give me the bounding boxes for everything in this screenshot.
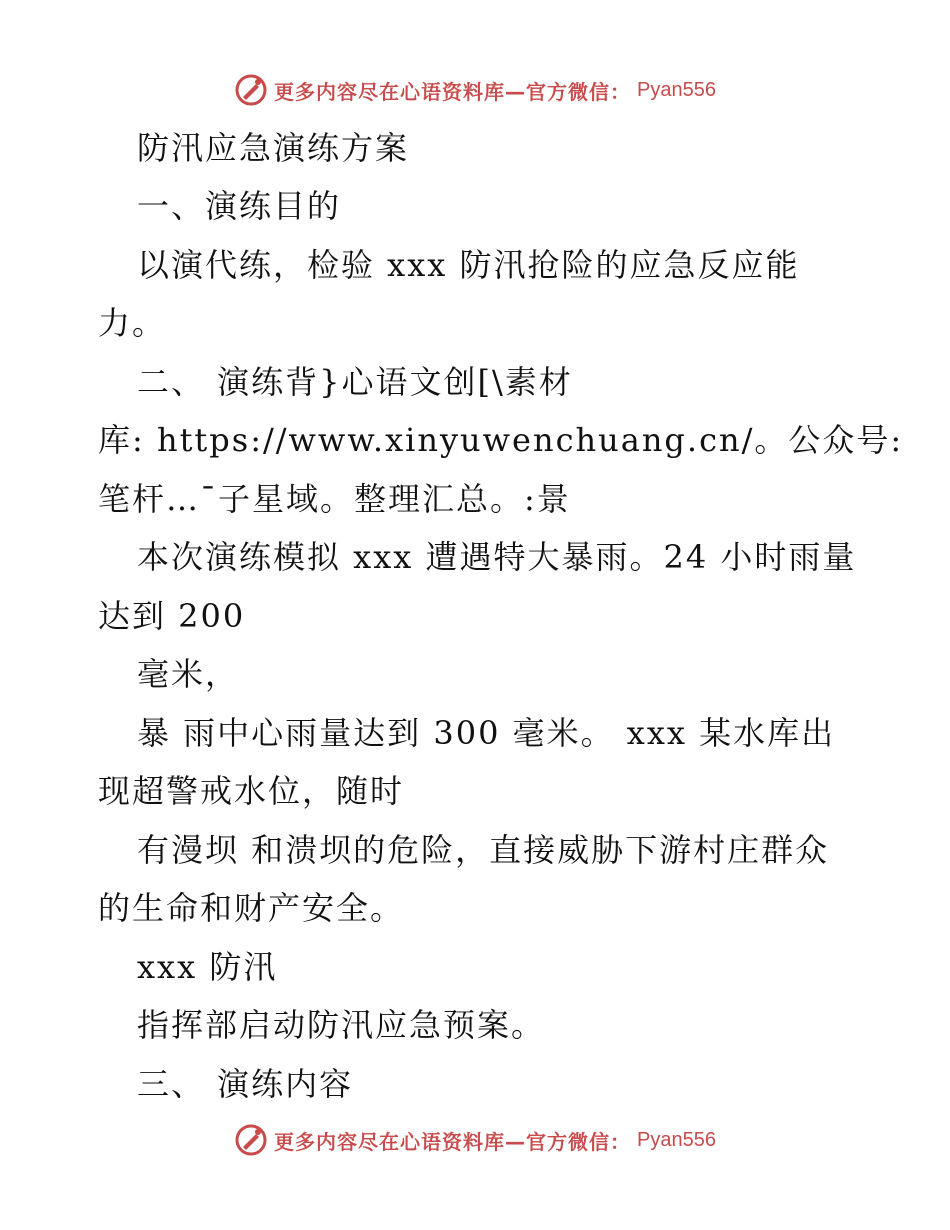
section-heading-3: 三、 演练内容 (137, 1065, 354, 1103)
watermark-text: 更多内容尽在心语资料库—官方微信： (274, 1129, 632, 1154)
brush-logo-icon (234, 73, 268, 107)
paragraph-line: 达到 200 (98, 597, 246, 635)
paragraph-line: 指挥部启动防汛应急预案。 (137, 1006, 546, 1044)
paragraph-line: 笔杆…¯子星域。整理汇总。:景 (98, 480, 571, 518)
document-title: 防汛应急演练方案 (137, 129, 410, 167)
paragraph-line: 现超警戒水位，随时 (98, 772, 405, 810)
footer-watermark (0, 1120, 950, 1160)
watermark-wechat-id: Pyan556 (637, 1128, 716, 1151)
paragraph-line: 毫米， (137, 655, 240, 693)
header-watermark (0, 70, 950, 110)
watermark-wechat-id: Pyan556 (637, 78, 716, 101)
paragraph-line: 的生命和财产安全。 (98, 889, 405, 927)
paragraph-line: 有漫坝 和溃坝的危险，直接威胁下游村庄群众 (137, 831, 830, 869)
paragraph-line: xxx 防汛 (137, 948, 278, 986)
paragraph-line: 暴 雨中心雨量达到 300 毫米。 xxx 某水库出 (137, 714, 836, 752)
watermark-text: 更多内容尽在心语资料库—官方微信： (274, 79, 632, 104)
paragraph-line: 库: https://www.xinyuwenchuang.cn/。公众号: (98, 421, 904, 459)
section-heading-1: 一、演练目的 (137, 187, 342, 225)
section-heading-2: 二、 演练背}心语文创[\素材 (137, 363, 573, 401)
paragraph-line: 力。 (98, 304, 167, 342)
brush-logo-icon (234, 1123, 268, 1157)
paragraph-line: 以演代练，检验 xxx 防汛抢险的应急反应能 (137, 246, 800, 284)
paragraph-line: 本次演练模拟 xxx 遭遇特大暴雨。24 小时雨量 (137, 538, 857, 576)
